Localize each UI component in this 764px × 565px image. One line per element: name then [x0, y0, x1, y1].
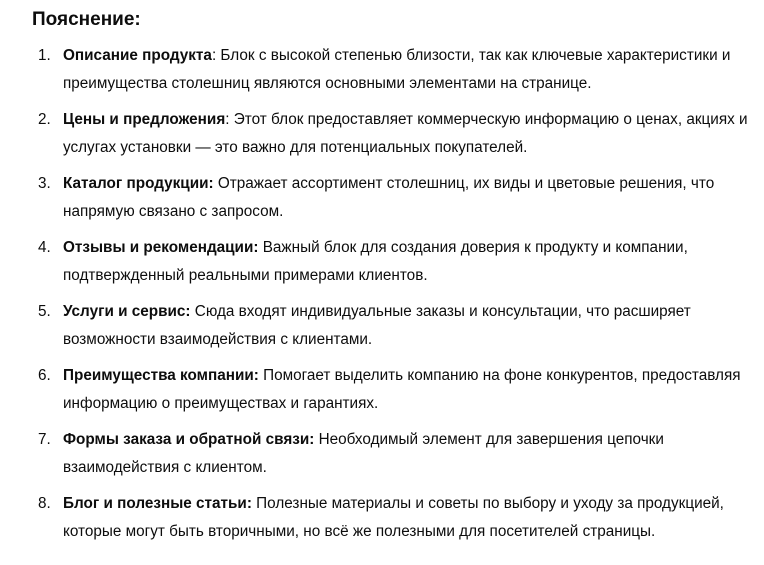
item-description: Помогает выделить компанию на фоне конкурентов, предоставляя информацию о преимуществах и гарантиях.	[63, 367, 741, 412]
item-title: Преимущества компании:	[63, 367, 259, 384]
item-description: Необходимый элемент для завершения цепочки взаимодействия с клиентом.	[63, 431, 664, 476]
item-title: Отзывы и рекомендации:	[63, 239, 259, 256]
item-number: 6.	[38, 367, 51, 384]
item-description: Отражает ассортимент столешниц, их виды и цветовые решения, что напрямую связано с запросом.	[63, 175, 715, 220]
item-number: 2.	[38, 111, 51, 128]
item-title: Блог и полезные статьи:	[63, 495, 252, 512]
explanation-list	[0, 42, 753, 554]
list-item	[0, 234, 753, 290]
list-item	[0, 426, 753, 482]
item-title: Услуги и сервис:	[63, 303, 191, 320]
item-number: 7.	[38, 431, 51, 448]
item-description: : Этот блок предоставляет коммерческую информацию о ценах, акциях и услугах установки — это важно для потенциальных покупателей.	[63, 111, 748, 156]
list-item	[0, 362, 753, 418]
list-item	[0, 298, 753, 354]
item-number: 3.	[38, 175, 51, 192]
item-title: Формы заказа и обратной связи:	[63, 431, 315, 448]
list-item	[0, 490, 753, 546]
list-item	[0, 106, 753, 162]
item-number: 5.	[38, 303, 51, 320]
section-heading: Пояснение:	[32, 9, 141, 30]
item-description: Важный блок для создания доверия к продукту и компании, подтвержденный реальными примерами клиентов.	[63, 239, 688, 284]
item-number: 8.	[38, 495, 51, 512]
item-description: Сюда входят индивидуальные заказы и консультации, что расширяет возможности взаимодействия с клиентами.	[63, 303, 691, 348]
list-item	[0, 170, 753, 226]
list-item	[0, 42, 753, 98]
item-description: : Блок с высокой степенью близости, так как ключевые характеристики и преимущества столешниц являются основными элементами на странице.	[63, 47, 731, 92]
item-title: Описание продукта	[63, 47, 212, 64]
item-title: Каталог продукции:	[63, 175, 214, 192]
item-description: Полезные материалы и советы по выбору и уходу за продукцией, которые могут быть вторичными, но всё же полезными для посетителей страницы.	[63, 495, 724, 540]
item-number: 4.	[38, 239, 51, 256]
item-number: 1.	[38, 47, 51, 64]
item-title: Цены и предложения	[63, 111, 226, 128]
